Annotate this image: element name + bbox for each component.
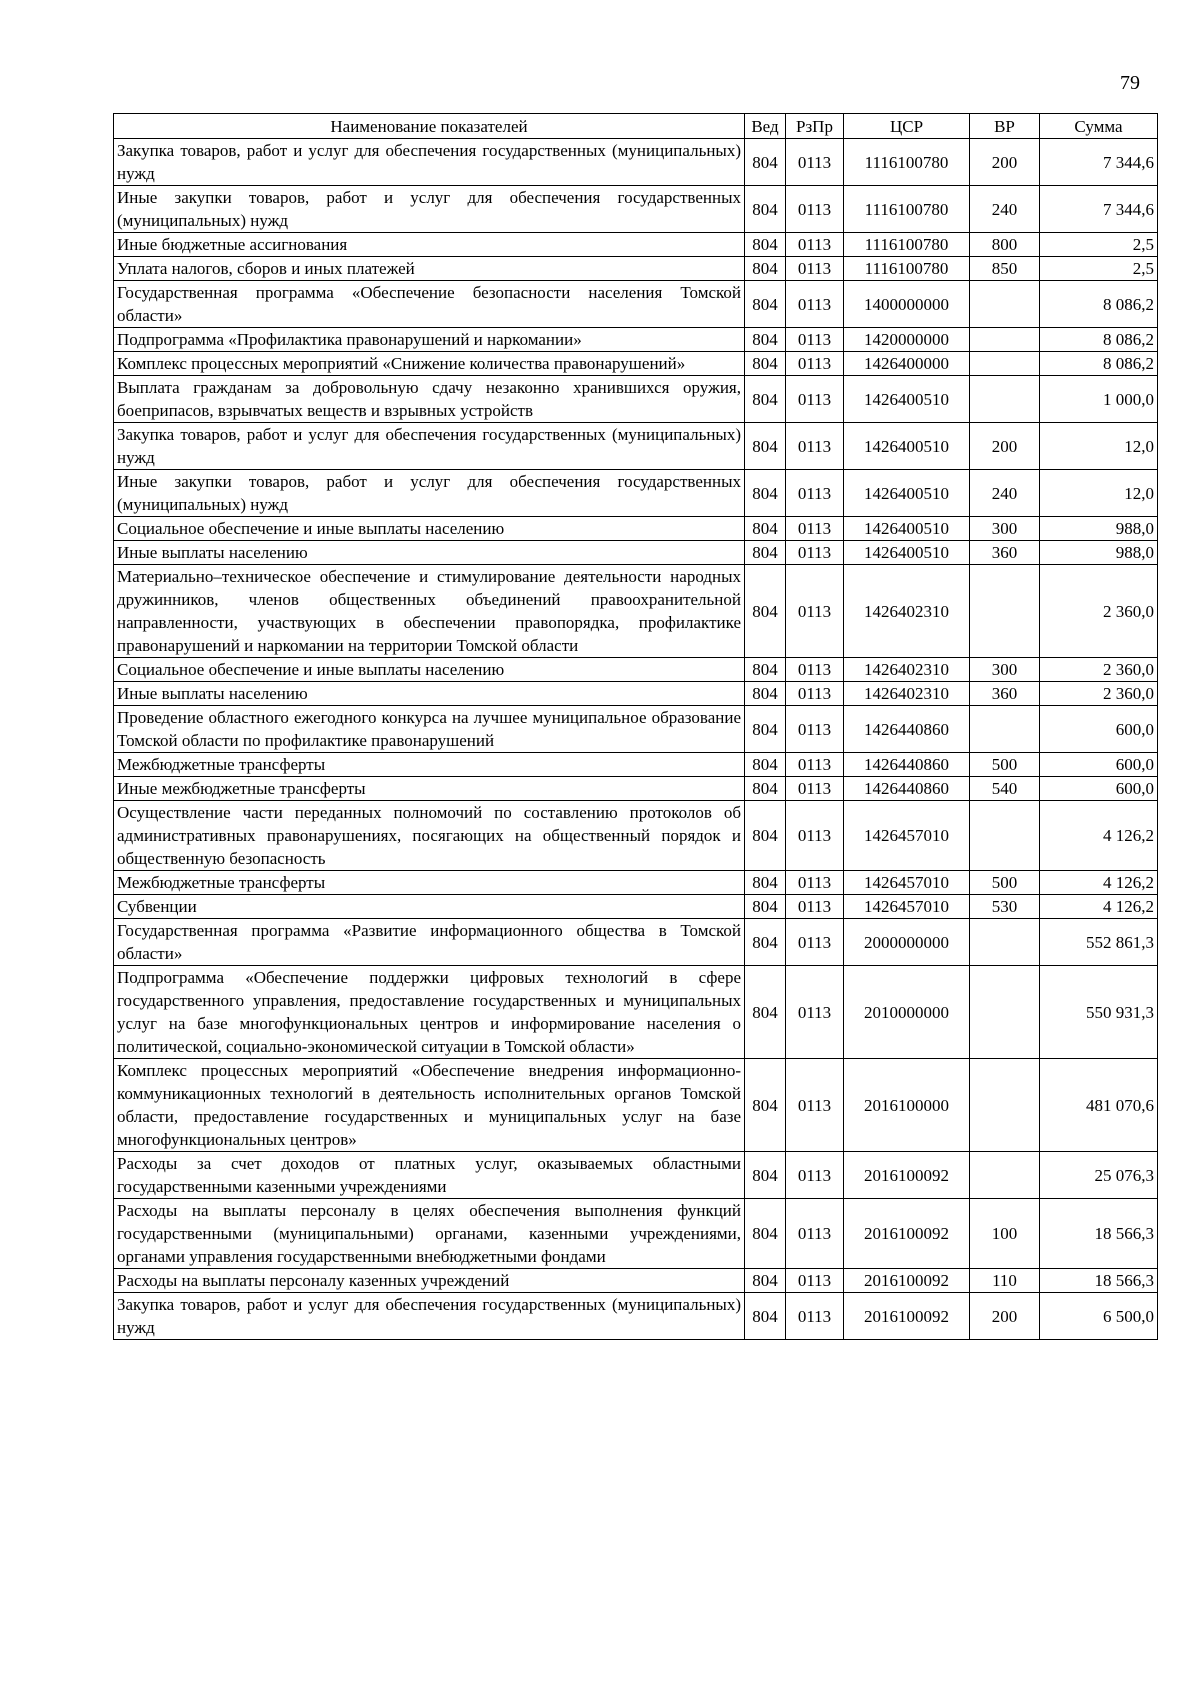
cell-vr [970,352,1040,376]
cell-vr [970,565,1040,658]
cell-sum: 2 360,0 [1040,565,1158,658]
table-body [114,139,1158,1340]
cell-csr: 1426402310 [844,658,970,682]
cell-csr: 2000000000 [844,919,970,966]
table-row [114,801,1158,871]
cell-csr: 2016100000 [844,1059,970,1152]
header-row [114,114,1158,139]
cell-name: Субвенции [114,895,745,919]
cell-rzpr: 0113 [786,281,844,328]
cell-sum: 6 500,0 [1040,1293,1158,1340]
cell-rzpr: 0113 [786,1152,844,1199]
cell-sum: 2,5 [1040,257,1158,281]
cell-rzpr: 0113 [786,658,844,682]
cell-rzpr: 0113 [786,328,844,352]
table-row [114,1059,1158,1152]
cell-csr: 1426457010 [844,895,970,919]
cell-csr: 1426400000 [844,352,970,376]
cell-csr: 1116100780 [844,257,970,281]
table-row [114,682,1158,706]
cell-vr: 200 [970,1293,1040,1340]
table-row [114,777,1158,801]
cell-ved: 804 [745,328,786,352]
cell-rzpr: 0113 [786,801,844,871]
table-row [114,281,1158,328]
cell-vr: 110 [970,1269,1040,1293]
header-ved: Вед [745,114,786,139]
cell-name: Иные бюджетные ассигнования [114,233,745,257]
cell-ved: 804 [745,777,786,801]
cell-rzpr: 0113 [786,919,844,966]
cell-rzpr: 0113 [786,1269,844,1293]
cell-ved: 804 [745,919,786,966]
table-row [114,706,1158,753]
cell-ved: 804 [745,257,786,281]
table-row [114,919,1158,966]
table-row [114,470,1158,517]
cell-name: Уплата налогов, сборов и иных платежей [114,257,745,281]
cell-sum: 8 086,2 [1040,352,1158,376]
cell-ved: 804 [745,801,786,871]
cell-sum: 988,0 [1040,541,1158,565]
table-row [114,1199,1158,1269]
cell-name: Расходы на выплаты персоналу в целях обеспечения выполнения функций государственными (муниципальными) органами, казенными учреждениями, органами управления государственными внебюджетными фондами [114,1199,745,1269]
cell-csr: 1400000000 [844,281,970,328]
cell-sum: 4 126,2 [1040,871,1158,895]
cell-csr: 2016100092 [844,1269,970,1293]
cell-vr [970,706,1040,753]
cell-vr: 850 [970,257,1040,281]
cell-sum: 552 861,3 [1040,919,1158,966]
table-row [114,257,1158,281]
cell-csr: 1426457010 [844,871,970,895]
cell-ved: 804 [745,281,786,328]
cell-vr: 360 [970,682,1040,706]
cell-vr [970,801,1040,871]
cell-name: Социальное обеспечение и иные выплаты населению [114,658,745,682]
table-row [114,517,1158,541]
cell-sum: 600,0 [1040,753,1158,777]
cell-rzpr: 0113 [786,423,844,470]
cell-csr: 1426400510 [844,423,970,470]
cell-name: Подпрограмма «Профилактика правонарушений и наркомании» [114,328,745,352]
cell-vr [970,328,1040,352]
cell-sum: 4 126,2 [1040,801,1158,871]
cell-name: Осуществление части переданных полномочий по составлению протоколов об административных правонарушениях, посягающих на общественный порядок и общественную безопасность [114,801,745,871]
cell-sum: 7 344,6 [1040,186,1158,233]
cell-vr [970,281,1040,328]
cell-sum: 12,0 [1040,470,1158,517]
cell-csr: 1116100780 [844,233,970,257]
table-row [114,966,1158,1059]
cell-ved: 804 [745,706,786,753]
cell-csr: 1426400510 [844,470,970,517]
header-rzpr: РзПр [786,114,844,139]
cell-csr: 1116100780 [844,186,970,233]
table-row [114,1152,1158,1199]
cell-ved: 804 [745,682,786,706]
cell-name: Государственная программа «Развитие информационного общества в Томской области» [114,919,745,966]
table-row [114,139,1158,186]
cell-vr [970,376,1040,423]
cell-rzpr: 0113 [786,895,844,919]
cell-ved: 804 [745,895,786,919]
table-header [114,114,1158,139]
header-vr: ВР [970,114,1040,139]
cell-csr: 1116100780 [844,139,970,186]
cell-name: Межбюджетные трансферты [114,753,745,777]
cell-sum: 18 566,3 [1040,1269,1158,1293]
cell-sum: 7 344,6 [1040,139,1158,186]
cell-ved: 804 [745,1269,786,1293]
cell-vr: 500 [970,871,1040,895]
cell-rzpr: 0113 [786,376,844,423]
cell-csr: 2016100092 [844,1293,970,1340]
cell-sum: 12,0 [1040,423,1158,470]
cell-sum: 2 360,0 [1040,658,1158,682]
cell-name: Материально–техническое обеспечение и стимулирование деятельности народных дружинников, членов общественных объединений правоохранительной направленности, участвующих в обеспечении правопорядка, профилактике правонарушений и наркомании на территории Томской области [114,565,745,658]
header-sum: Сумма [1040,114,1158,139]
cell-csr: 2010000000 [844,966,970,1059]
cell-vr [970,919,1040,966]
table-row [114,895,1158,919]
cell-rzpr: 0113 [786,1059,844,1152]
cell-rzpr: 0113 [786,1199,844,1269]
table-row [114,328,1158,352]
cell-csr: 1426402310 [844,565,970,658]
cell-sum: 2 360,0 [1040,682,1158,706]
cell-ved: 804 [745,753,786,777]
cell-csr: 1426457010 [844,801,970,871]
header-csr: ЦСР [844,114,970,139]
cell-ved: 804 [745,233,786,257]
cell-name: Межбюджетные трансферты [114,871,745,895]
cell-name: Закупка товаров, работ и услуг для обеспечения государственных (муниципальных) нужд [114,1293,745,1340]
cell-rzpr: 0113 [786,777,844,801]
cell-vr: 240 [970,470,1040,517]
table-row [114,658,1158,682]
cell-ved: 804 [745,658,786,682]
cell-rzpr: 0113 [786,706,844,753]
table-row [114,871,1158,895]
budget-table [113,113,1158,1340]
cell-sum: 1 000,0 [1040,376,1158,423]
cell-name: Расходы за счет доходов от платных услуг, оказываемых областными государственными казенными учреждениями [114,1152,745,1199]
cell-ved: 804 [745,1152,786,1199]
table-row [114,565,1158,658]
header-name: Наименование показателей [114,114,745,139]
cell-sum: 600,0 [1040,777,1158,801]
cell-ved: 804 [745,470,786,517]
cell-rzpr: 0113 [786,541,844,565]
cell-rzpr: 0113 [786,871,844,895]
cell-rzpr: 0113 [786,565,844,658]
cell-name: Закупка товаров, работ и услуг для обеспечения государственных (муниципальных) нужд [114,423,745,470]
cell-name: Проведение областного ежегодного конкурса на лучшее муниципальное образование Томской области по профилактике правонарушений [114,706,745,753]
cell-rzpr: 0113 [786,517,844,541]
cell-vr [970,966,1040,1059]
cell-name: Выплата гражданам за добровольную сдачу незаконно хранившихся оружия, боеприпасов, взрывчатых веществ и взрывных устройств [114,376,745,423]
table-row [114,376,1158,423]
cell-vr: 200 [970,423,1040,470]
cell-sum: 25 076,3 [1040,1152,1158,1199]
cell-vr: 540 [970,777,1040,801]
cell-ved: 804 [745,423,786,470]
cell-rzpr: 0113 [786,139,844,186]
table-row [114,541,1158,565]
cell-ved: 804 [745,139,786,186]
cell-rzpr: 0113 [786,1293,844,1340]
cell-vr [970,1059,1040,1152]
cell-ved: 804 [745,1059,786,1152]
cell-rzpr: 0113 [786,233,844,257]
cell-sum: 550 931,3 [1040,966,1158,1059]
cell-name: Иные выплаты населению [114,682,745,706]
cell-csr: 2016100092 [844,1152,970,1199]
cell-rzpr: 0113 [786,682,844,706]
table-row [114,1269,1158,1293]
cell-vr: 500 [970,753,1040,777]
cell-rzpr: 0113 [786,753,844,777]
cell-csr: 1426402310 [844,682,970,706]
cell-name: Подпрограмма «Обеспечение поддержки цифровых технологий в сфере государственного управления, предоставление государственных и муниципальных услуг на базе многофункциональных центров и информирование населения о политической, социально-экономической ситуации в Томской области» [114,966,745,1059]
cell-ved: 804 [745,565,786,658]
cell-ved: 804 [745,376,786,423]
table-row [114,233,1158,257]
cell-sum: 4 126,2 [1040,895,1158,919]
cell-csr: 1426400510 [844,517,970,541]
table-row [114,186,1158,233]
cell-ved: 804 [745,541,786,565]
cell-vr: 200 [970,139,1040,186]
cell-vr: 300 [970,517,1040,541]
cell-csr: 1426400510 [844,376,970,423]
cell-ved: 804 [745,966,786,1059]
cell-name: Иные межбюджетные трансферты [114,777,745,801]
cell-rzpr: 0113 [786,352,844,376]
cell-vr: 530 [970,895,1040,919]
cell-csr: 1426440860 [844,777,970,801]
cell-vr: 100 [970,1199,1040,1269]
cell-ved: 804 [745,186,786,233]
cell-csr: 1426440860 [844,706,970,753]
table-row [114,753,1158,777]
cell-name: Комплекс процессных мероприятий «Обеспечение внедрения информационно-коммуникационных технологий в деятельность исполнительных органов Томской области, предоставление государственных и муниципальных услуг на базе многофункциональных центров» [114,1059,745,1152]
cell-vr [970,1152,1040,1199]
cell-sum: 600,0 [1040,706,1158,753]
cell-sum: 18 566,3 [1040,1199,1158,1269]
cell-sum: 481 070,6 [1040,1059,1158,1152]
cell-name: Государственная программа «Обеспечение безопасности населения Томской области» [114,281,745,328]
cell-name: Иные выплаты населению [114,541,745,565]
cell-ved: 804 [745,1293,786,1340]
cell-vr: 300 [970,658,1040,682]
cell-name: Расходы на выплаты персоналу казенных учреждений [114,1269,745,1293]
cell-sum: 988,0 [1040,517,1158,541]
cell-sum: 8 086,2 [1040,328,1158,352]
cell-sum: 2,5 [1040,233,1158,257]
cell-rzpr: 0113 [786,470,844,517]
page-number: 79 [1120,72,1140,94]
cell-rzpr: 0113 [786,966,844,1059]
cell-ved: 804 [745,352,786,376]
cell-name: Иные закупки товаров, работ и услуг для обеспечения государственных (муниципальных) нужд [114,186,745,233]
table-row [114,352,1158,376]
cell-csr: 1426440860 [844,753,970,777]
table-row [114,1293,1158,1340]
cell-ved: 804 [745,517,786,541]
cell-ved: 804 [745,871,786,895]
table-row [114,423,1158,470]
cell-csr: 2016100092 [844,1199,970,1269]
cell-rzpr: 0113 [786,186,844,233]
cell-vr: 360 [970,541,1040,565]
cell-name: Социальное обеспечение и иные выплаты населению [114,517,745,541]
cell-name: Иные закупки товаров, работ и услуг для обеспечения государственных (муниципальных) нужд [114,470,745,517]
cell-ved: 804 [745,1199,786,1269]
cell-name: Закупка товаров, работ и услуг для обеспечения государственных (муниципальных) нужд [114,139,745,186]
cell-rzpr: 0113 [786,257,844,281]
cell-vr: 800 [970,233,1040,257]
cell-vr: 240 [970,186,1040,233]
cell-csr: 1420000000 [844,328,970,352]
cell-name: Комплекс процессных мероприятий «Снижение количества правонарушений» [114,352,745,376]
cell-csr: 1426400510 [844,541,970,565]
cell-sum: 8 086,2 [1040,281,1158,328]
